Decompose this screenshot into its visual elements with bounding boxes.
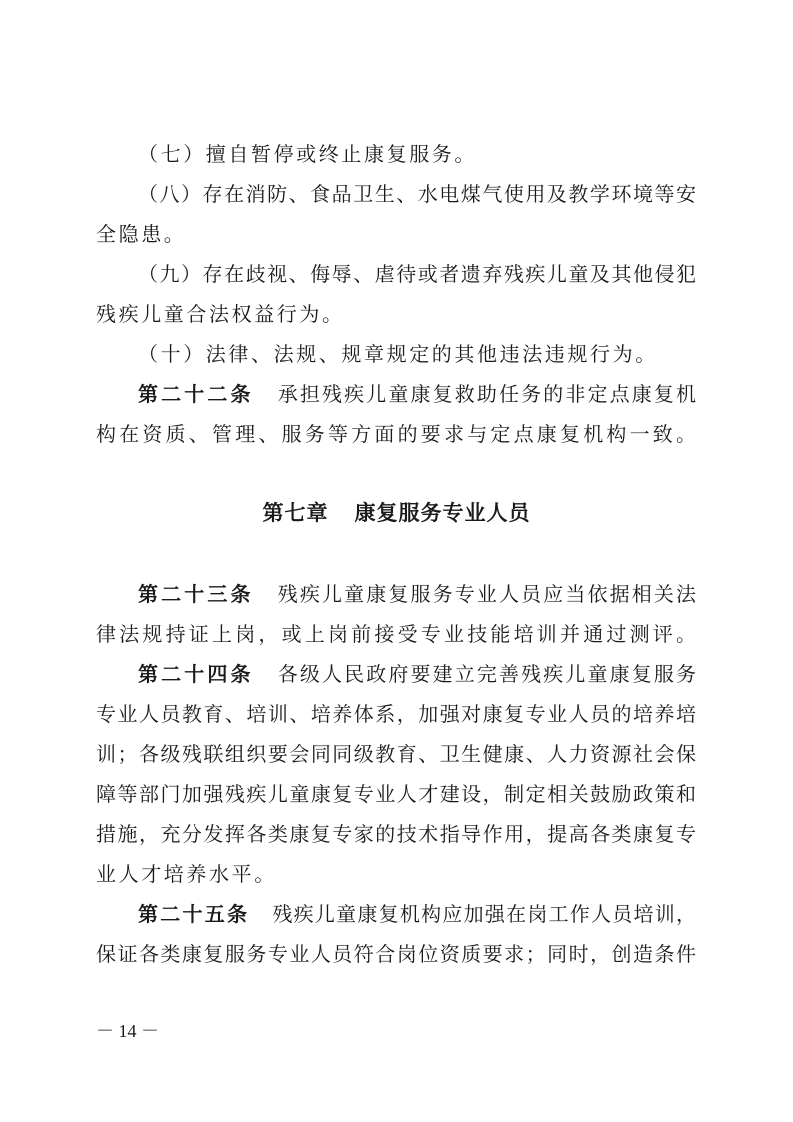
chapter-title: 康复服务专业人员 xyxy=(354,501,531,525)
article-23-line-2: 律法规持证上岗，或上岗前接受专业技能培训并通过测评。 xyxy=(96,622,696,646)
article-22-line-1 xyxy=(138,381,696,407)
article-23-title: 第二十三条 xyxy=(138,582,254,606)
article-24-line-4: 障等部门加强残疾儿童康复专业人才建设，制定相关鼓励政策和 xyxy=(96,782,696,806)
paragraph-item-9-line-1: （九）存在歧视、侮辱、虐待或者遗弃残疾儿童及其他侵犯 xyxy=(138,262,696,286)
paragraph-item-8-line-2: 全隐患。 xyxy=(96,222,187,246)
page-number: － 14 － xyxy=(96,1021,159,1041)
article-24-line-1 xyxy=(138,661,696,687)
article-25-text-1: 残疾儿童康复机构应加强在岗工作人员培训， xyxy=(271,902,697,926)
paragraph-item-8-line-1: （八）存在消防、食品卫生、水电煤气使用及教学环境等安 xyxy=(138,182,696,206)
paragraph-item-9-line-2: 残疾儿童合法权益行为。 xyxy=(96,302,345,326)
paragraph-item-10: （十）法律、法规、规章规定的其他违法违规行为。 xyxy=(138,342,658,366)
article-25-title: 第二十五条 xyxy=(138,902,250,926)
article-24-line-2: 专业人员教育、培训、培养体系，加强对康复专业人员的培养培 xyxy=(96,702,696,726)
chapter-number: 第七章 xyxy=(262,501,329,525)
article-24-title: 第二十四条 xyxy=(138,662,254,686)
article-24-line-6: 业人才培养水平。 xyxy=(96,862,277,886)
article-24-line-3: 训；各级残联组织要会同同级教育、卫生健康、人力资源社会保 xyxy=(96,742,696,766)
article-22-line-2: 构在资质、管理、服务等方面的要求与定点康复机构一致。 xyxy=(96,422,696,446)
paragraph-item-7: （七）擅自暂停或终止康复服务。 xyxy=(138,142,477,166)
article-25-line-2: 保证各类康复服务专业人员符合岗位资质要求；同时，创造条件 xyxy=(96,942,696,966)
article-23-line-1 xyxy=(138,581,696,607)
article-22-title: 第二十二条 xyxy=(138,382,254,406)
article-25-line-1 xyxy=(138,901,696,927)
article-24-text-1: 各级人民政府要建立完善残疾儿童康复服务 xyxy=(275,662,696,686)
article-22-text-1: 承担残疾儿童康复救助任务的非定点康复机 xyxy=(275,382,696,406)
article-23-text-1: 残疾儿童康复服务专业人员应当依据相关法 xyxy=(275,582,696,606)
chapter-heading xyxy=(0,499,793,527)
article-24-line-5: 措施，充分发挥各类康复专家的技术指导作用，提高各类康复专 xyxy=(96,822,696,846)
